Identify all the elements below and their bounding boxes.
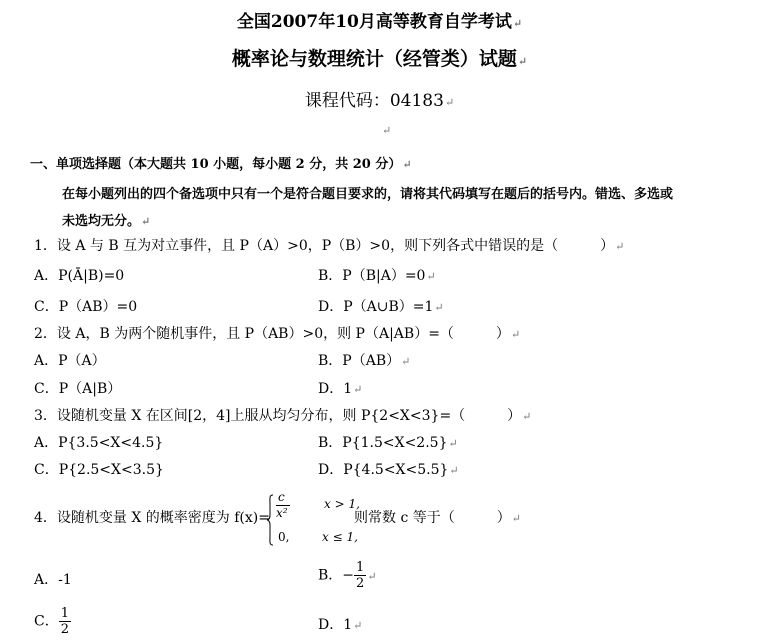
piecewise-top-denominator: x²	[276, 506, 288, 520]
question-2-stem: 2．设 A，B 为两个随机事件，且 P（AB）>0，则 P（A|AB）=（ ）↵	[34, 326, 521, 342]
piecewise-brace	[266, 494, 274, 546]
question-4-option-d: D．1↵	[318, 617, 363, 633]
section-title: 一、单项选择题（本大题共 10 小题，每小题 2 分，共 20 分）↵	[30, 157, 412, 172]
question-1-option-a: A．P(Ā|B)=0	[34, 268, 125, 284]
piecewise-top-condition: x > 1,	[324, 497, 360, 511]
question-4-option-b: B．− $\frac{1}{2}$ ↵	[318, 560, 377, 591]
section-instruction-line1: 在每小题列出的四个备选项中只有一个是符合题目要求的，请将其代码填写在题后的括号内。错选、多选或	[62, 187, 674, 202]
question-2-option-b: B．P（AB）↵	[318, 353, 411, 369]
paragraph-mark: ↵	[382, 124, 392, 137]
fraction-one-half: $\frac{1}{2}$	[356, 560, 365, 591]
course-code: 课程代码：04183↵	[304, 91, 455, 111]
question-3-option-c: C．P{2.5<X<3.5}	[34, 462, 164, 478]
question-3-stem: 3．设随机变量 X 在区间[2，4]上服从均匀分布，则 P{2<X<3}=（ ）↵	[34, 408, 532, 424]
exam-title: 全国2007年10月高等教育自学考试↵	[236, 12, 523, 32]
question-3-option-d: D．P{4.5<X<5.5}↵	[318, 462, 459, 478]
question-1-stem: 1．设 A 与 B 互为对立事件，且 P（A）>0，P（B）>0，则下列各式中错误的是（ ）↵	[34, 238, 625, 254]
question-1-option-b: B．P（B|A）=0↵	[318, 268, 436, 284]
question-2-option-c: C．P（A|B）	[34, 381, 122, 397]
question-2-option-a: A．P（A）	[34, 353, 106, 369]
piecewise-top-numerator: c	[278, 490, 285, 504]
exam-subject-title: 概率论与数理统计（经管类）试题↵	[231, 48, 528, 70]
question-1-option-c: C．P（AB）=0	[34, 299, 138, 315]
question-3-option-b: B．P{1.5<X<2.5}↵	[318, 435, 458, 451]
piecewise-bottom-condition: x ≤ 1,	[322, 530, 358, 544]
question-1-option-d: D．P（A∪B）=1↵	[318, 299, 444, 315]
question-4-option-a: A．-1	[34, 572, 72, 588]
piecewise-bottom-value: 0,	[278, 530, 290, 544]
question-4-stem-suffix: 则常数 c 等于（ ）↵	[354, 510, 521, 526]
question-2-option-d: D．1↵	[318, 381, 363, 397]
question-4-stem-prefix: 4．设随机变量 X 的概率密度为 f(x)=	[34, 510, 270, 526]
fraction-one-half: $\frac{1}{2}$	[60, 606, 69, 637]
question-4-option-c: C． $\frac{1}{2}$	[34, 606, 69, 637]
question-3-option-a: A．P{3.5<X<4.5}	[34, 435, 164, 451]
section-instruction-line2: 未选均无分。↵	[62, 214, 151, 229]
